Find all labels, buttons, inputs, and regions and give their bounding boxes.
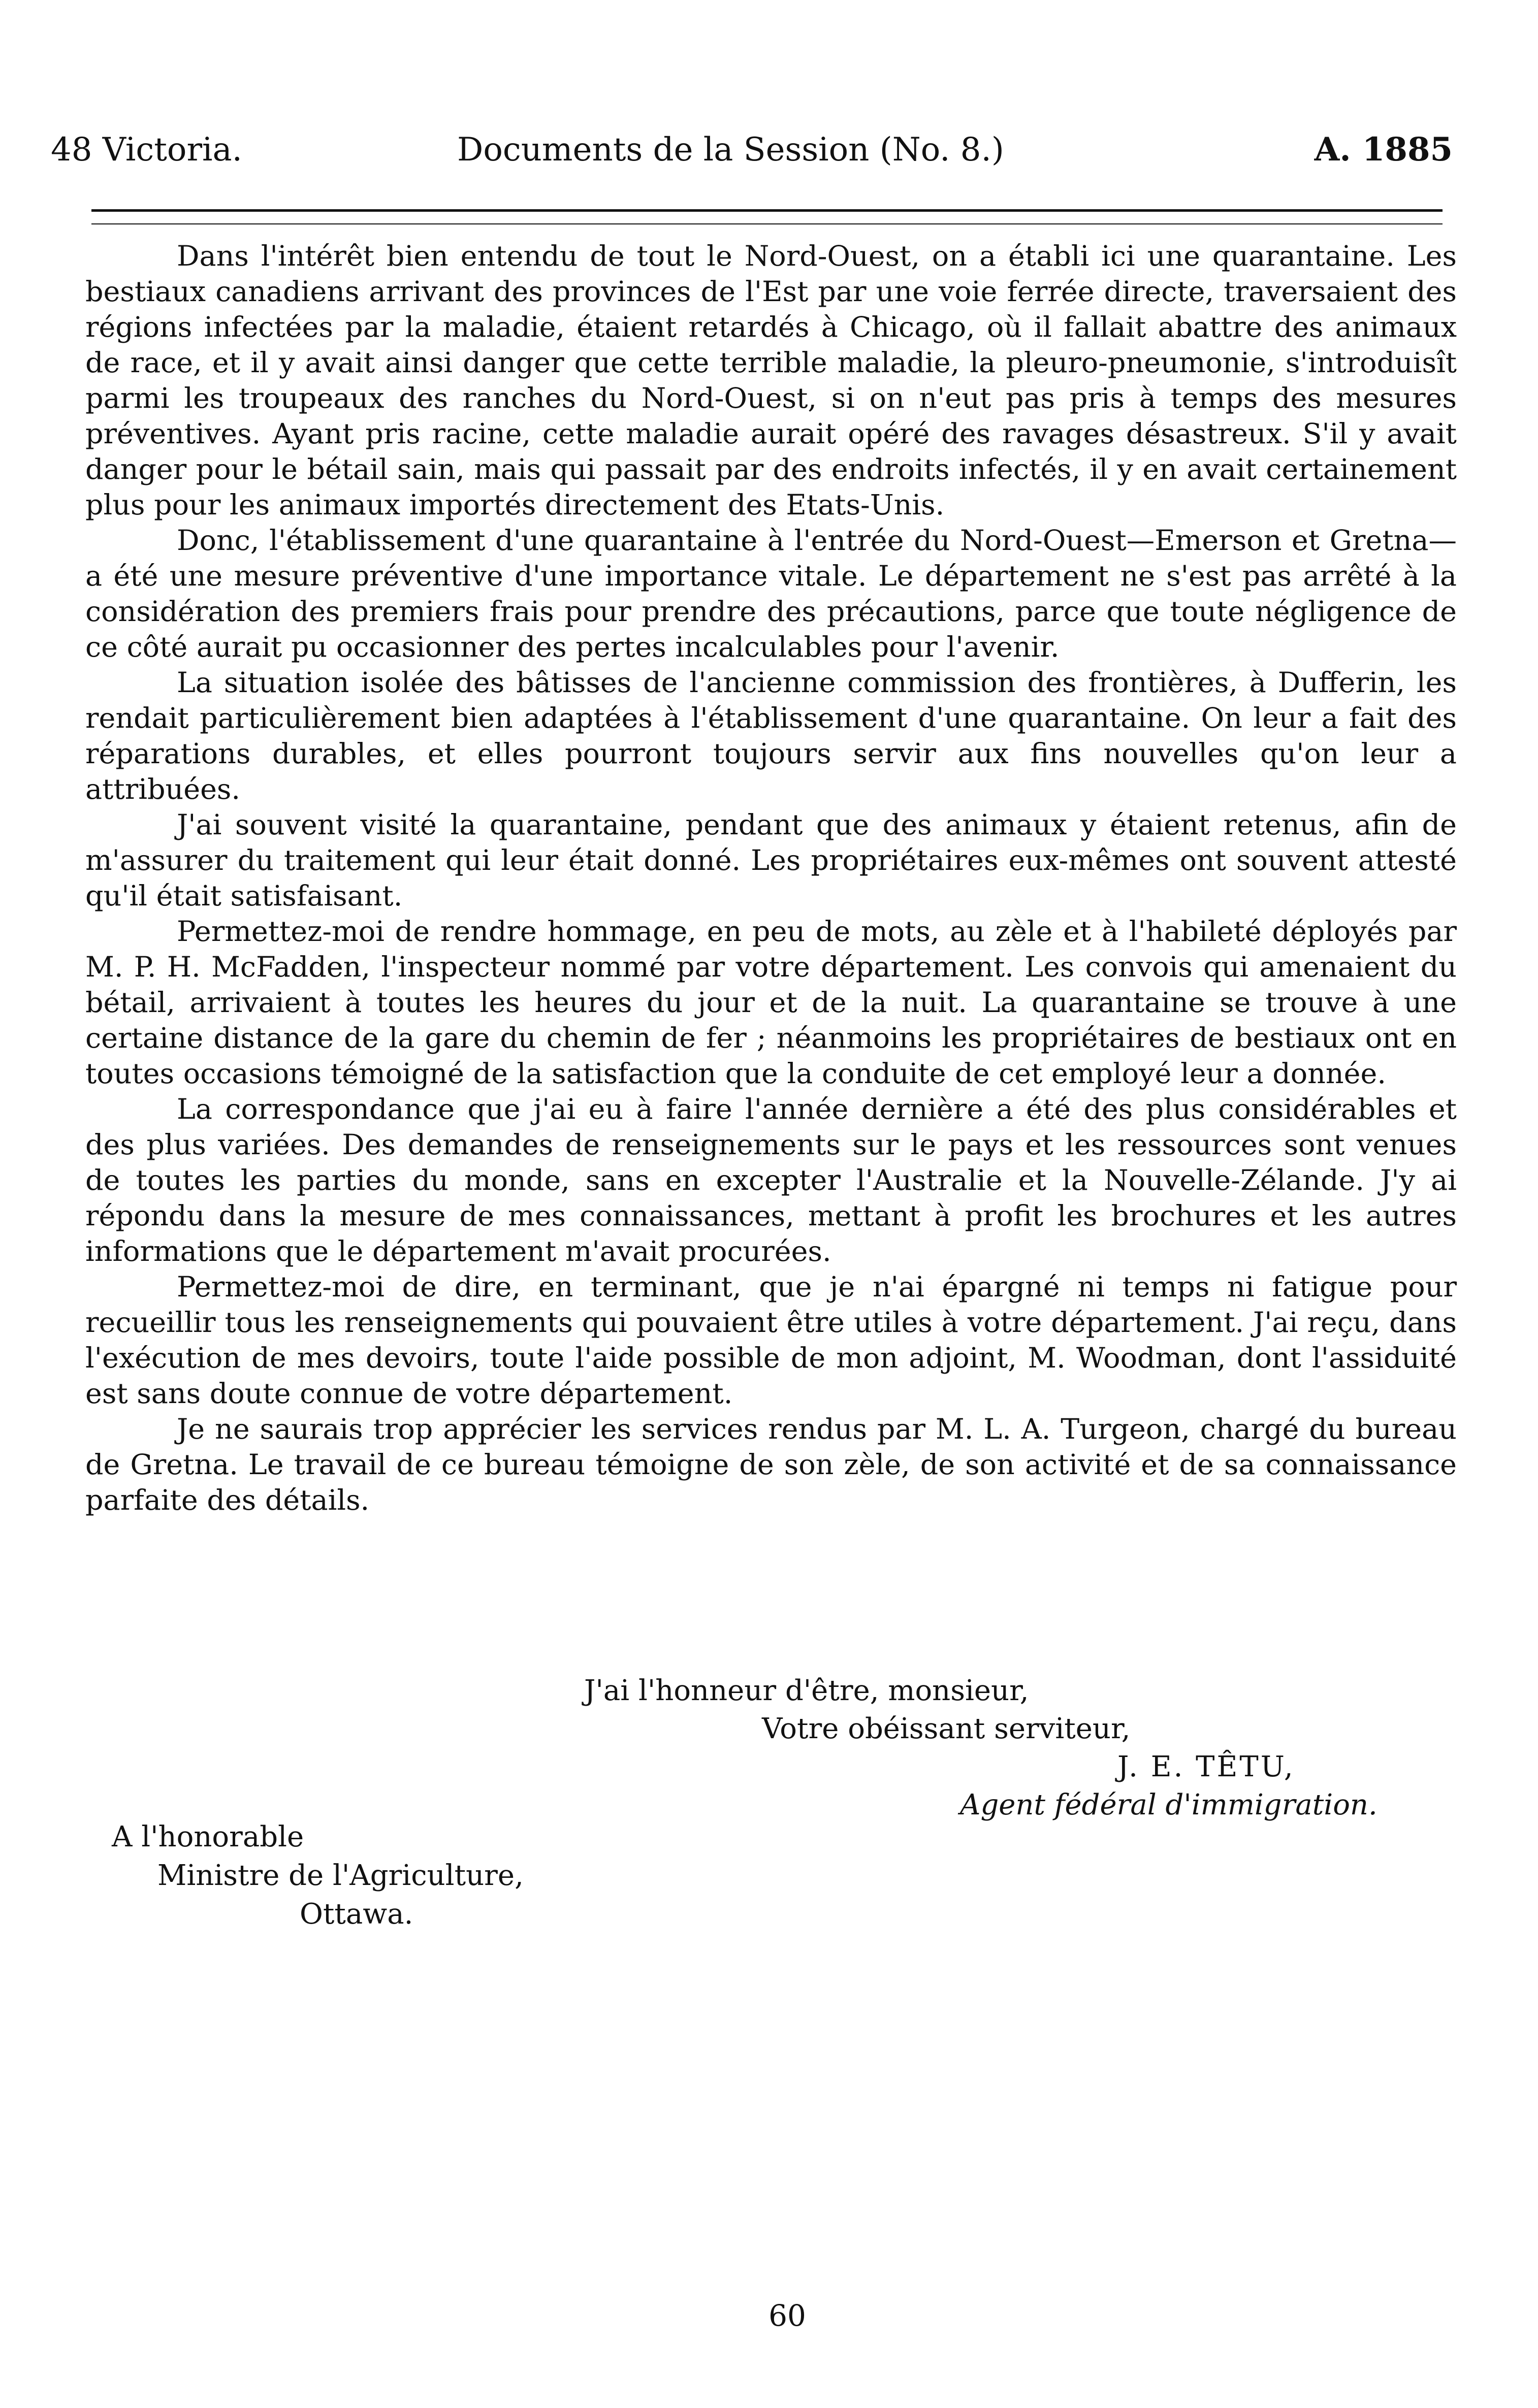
signature-title: Agent fédéral d'immigration. xyxy=(960,1788,1377,1821)
signature-name: J. E. TÊTU, xyxy=(1117,1750,1295,1783)
paragraph-mcfadden: Permettez-moi de rendre hommage, en peu de mots, au zèle et à l'habileté déployés par M. P. H. McFadden, l'inspecteur nommé par votre département. Les convois qui amenaient du bétail, arrivaient à toutes les heures du jour et de la nuit. La quarantaine se trouve à une certaine distance de la gare du chemin de fer ; néanmoins les propriétaires de bestiaux ont en toutes occasions témoigné de la satisfaction que la conduite de cet employé leur a donnée. xyxy=(85,915,1457,1090)
addressee-line-1: A l'honorable xyxy=(112,1820,304,1853)
paragraph-visits: J'ai souvent visité la quarantaine, pendant que des animaux y étaient retenus, afin de m'assurer du traitement qui leur était donné. Les propriétaires eux-mêmes ont souvent attesté qu'il était satisfaisant. xyxy=(85,808,1457,913)
closing-salutation: J'ai l'honneur d'être, monsieur, xyxy=(584,1674,1029,1707)
addressee-block xyxy=(112,1818,524,1934)
page-number: 60 xyxy=(768,2298,806,2333)
paragraph-woodman: Permettez-moi de dire, en terminant, que je n'ai épargné ni temps ni fatigue pour recueillir tous les renseignements qui pouvaient être utiles à votre département. J'ai reçu, dans l'exécution de mes devoirs, toute l'aide possible de mon adjoint, M. Woodman, dont l'assiduité est sans doute connue de votre département. xyxy=(85,1271,1457,1410)
header-rule-thick xyxy=(91,209,1443,212)
paragraph-turgeon: Je ne saurais trop apprécier les services rendus par M. L. A. Turgeon, chargé du bureau de Gretna. Le travail de ce bureau témoigne de son zèle, de son activité et de sa connaissance parfaite des détails. xyxy=(85,1413,1457,1517)
addressee-line-2: Ministre de l'Agriculture, xyxy=(157,1859,524,1892)
running-header xyxy=(51,127,1453,173)
letter-body xyxy=(85,239,1457,1518)
closing-servant: Votre obéissant serviteur, xyxy=(762,1712,1131,1745)
header-regnal-year: 48 Victoria. xyxy=(51,131,242,169)
header-session-title: Documents de la Session (No. 8.) xyxy=(457,131,1004,169)
header-year: A. 1885 xyxy=(1314,131,1453,169)
paragraph-dufferin: La situation isolée des bâtisses de l'ancienne commission des frontières, à Dufferin, les rendait particulièrement bien adaptées à l'établissement d'une quarantaine. On leur a fait des réparations durables, et elles pourront toujours servir aux fins nouvelles qu'on leur a attribuées. xyxy=(85,666,1457,806)
paragraph-quarantine: Dans l'intérêt bien entendu de tout le Nord-Ouest, on a établi ici une quarantaine. Les bestiaux canadiens arrivant des provinces de l'Est par une voie ferrée directe, traversaient des régions infectées par la maladie, étaient retardés à Chicago, où il fallait abattre des animaux de race, et il y avait ainsi danger que cette terrible maladie, la pleuro-pneumonie, s'introduisît parmi les troupeaux des ranches du Nord-Ouest, si on n'eut pas pris à temps des mesures préventives. Ayant pris racine, cette maladie aurait opéré des ravages désastreux. S'il y avait danger pour le bétail sain, mais qui passait par des endroits infectés, il y en avait certainement plus pour les animaux importés directement des Etats-Unis. xyxy=(85,240,1457,522)
paragraph-correspondence: La correspondance que j'ai eu à faire l'année dernière a été des plus considérables et des plus variées. Des demandes de renseignements sur le pays et les ressources sont venues de toutes les parties du monde, sans en excepter l'Australie et la Nouvelle-Zélande. J'y ai répondu dans la mesure de mes connaissances, mettant à profit les brochures et les autres informations que le département m'avait procurées. xyxy=(85,1093,1457,1268)
paragraph-emerson-gretna: Donc, l'établissement d'une quarantaine à l'entrée du Nord-Ouest—Emerson et Gretna—a été une mesure préventive d'une importance vitale. Le département ne s'est pas arrêté à la considération des premiers frais pour prendre des précautions, parce que toute négligence de ce côté aurait pu occasionner des pertes incalculables pour l'avenir. xyxy=(85,524,1457,664)
header-rule-thin xyxy=(91,223,1443,224)
addressee-line-3: Ottawa. xyxy=(300,1898,413,1931)
